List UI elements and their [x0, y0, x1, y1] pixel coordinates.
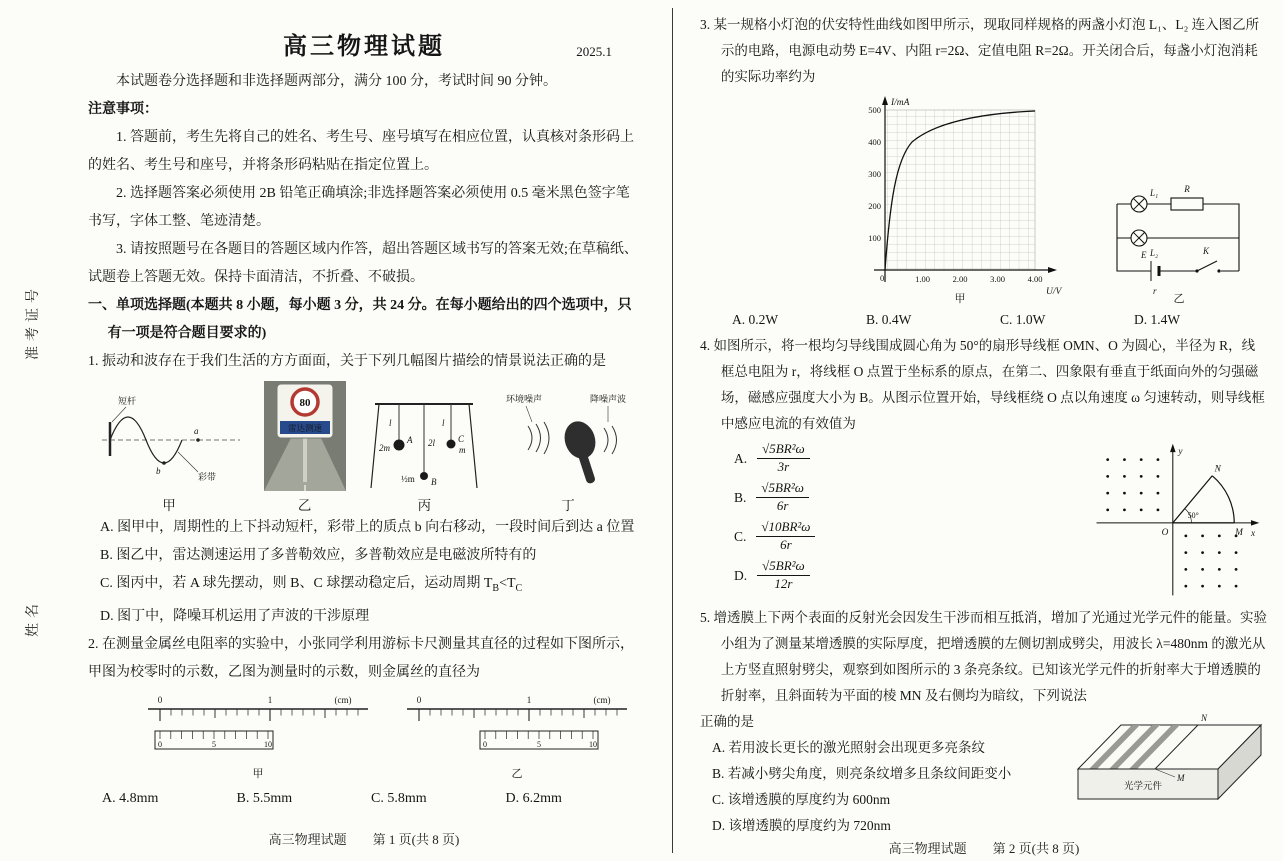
- radar-speed-sign-photo: [263, 380, 347, 492]
- angle-label: 50°: [1187, 511, 1199, 521]
- optical-element-label: 光学元件: [1123, 782, 1163, 792]
- point-a: [196, 438, 200, 442]
- graph-caption: 甲: [954, 293, 966, 304]
- y-axis-arrow: [882, 96, 888, 105]
- emf-label: E: [1141, 250, 1147, 260]
- q4-body: [700, 439, 1268, 603]
- point-b-label: b: [156, 466, 161, 476]
- ball-c-label: C: [458, 434, 465, 444]
- q4-stem: 4. 如图所示，将一根均匀导线围成圆心角为 50°的扇形导线框 OMN、O 为圆心，半径为 R，线框总电阻为 r，将线框 O 点置于坐标系的原点，在第二、四象限有垂直于纸面向外的匀强磁场，磁感应强度大小为 B。从图示位置开始，导线框绕 O 点以角速度 ω 匀速转动，则导线框中感应电流的有效值为: [700, 338, 1265, 431]
- q1-option-b: B. 图乙中，雷达测速运用了多普勒效应，多普勒效应是电磁波所特有的: [100, 548, 537, 563]
- internal-resistance-label: r: [1153, 286, 1157, 296]
- q2-option-c: C. 5.8mm: [371, 790, 427, 806]
- section-heading: 一、单项选择题(本题共 8 小题，每小题 3 分，共 24 分。在每小题给出的四个选项中，只有一项是符合题目要求的): [88, 298, 632, 341]
- point-a-label: a: [194, 426, 199, 436]
- sector-arc: [1212, 476, 1234, 523]
- notice-title: 注意事项：: [88, 102, 158, 117]
- xtick-1: 1.00: [915, 274, 930, 284]
- q1-option-c-text: C. 图丙中，若 A 球先摆动，则 B、C 球摆动稳定后，运动周期 T: [100, 576, 493, 591]
- intro-paragraph: 本试题卷分选择题和非选择题两部分，满分 100 分，考试时间 90 分钟。: [116, 74, 557, 89]
- exam-number-label: 准考证号: [26, 284, 41, 360]
- page-1: [88, 18, 640, 850]
- vernier-5: 5: [537, 739, 541, 749]
- q5-option-a: A. 若用波长更长的激光照射会出现更多亮条纹: [712, 740, 985, 755]
- switch-lever: [1197, 261, 1217, 271]
- noise-cancelling-diagram: [502, 388, 634, 492]
- point-m-label: M: [1177, 773, 1185, 783]
- main-scale-0: 0: [157, 694, 163, 705]
- notice-item-2: 2. 选择题答案必须使用 2B 铅笔正确填涂;非选择题答案必须使用 0.5 毫米黑色签字笔书写，字体工整、笔迹清楚。: [88, 186, 630, 229]
- sector-coil-figure: [1088, 441, 1266, 601]
- page-2: [700, 12, 1268, 856]
- q1-figure-pendulums-caption: 丙: [417, 498, 432, 513]
- q3-figures: [700, 92, 1268, 304]
- q4-option-c-numerator: √10BR²ω: [756, 520, 815, 537]
- resistor-r: [1171, 198, 1203, 210]
- page-divider: [672, 8, 673, 853]
- ball-a-label: A: [407, 435, 413, 445]
- q1-option-a: A. 图甲中，周期性的上下抖动短杆，彩带上的质点 b 向右移动，一段时间后到达 a 位置: [100, 520, 635, 535]
- main-scale-0: 0: [416, 694, 422, 705]
- graph-x-label: U/V: [1046, 287, 1062, 297]
- notice-item-3: 3. 请按照题号在各题目的答题区域内作答，超出答题区域书写的答案无效;在草稿纸、试题卷上答题无效。保持卡面清洁，不折叠、不破损。: [88, 242, 638, 285]
- caliper-caption: 乙: [511, 767, 523, 780]
- q1-figure-sign: [263, 380, 347, 514]
- mass-m-label: m: [459, 445, 466, 455]
- q2-figures: [88, 691, 640, 783]
- q1-figure-wave-caption: 甲: [162, 498, 176, 513]
- vernier-5: 5: [212, 739, 216, 749]
- q2-option-b: B. 5.5mm: [236, 790, 293, 806]
- x-axis-label: x: [1250, 528, 1256, 539]
- q4-option-b-denominator: 6r: [776, 498, 789, 513]
- name-label: 姓名: [26, 599, 41, 637]
- cm-unit-label: (cm): [334, 694, 352, 705]
- mass-half-label: ½m: [401, 474, 416, 484]
- q3-option-c: C. 1.0W: [1000, 312, 1046, 327]
- switch-label: K: [1203, 246, 1210, 256]
- circuit-caption: 乙: [1173, 293, 1185, 304]
- xtick-4: 4.00: [1027, 274, 1043, 284]
- q4-option-d-label: D.: [734, 567, 748, 583]
- ytick-100: 100: [868, 233, 881, 243]
- q5-block: [700, 605, 1268, 839]
- length-l2-label: l: [442, 418, 445, 428]
- ambient-noise-label: 环境噪声: [505, 394, 542, 404]
- q3-options: [700, 306, 1268, 333]
- q1-figure-headphone: [502, 388, 634, 514]
- wave-diagram: [94, 388, 244, 492]
- point-n-label: N: [1201, 713, 1208, 723]
- field-dots-fourth-quadrant: [1184, 534, 1237, 587]
- q2-options: [88, 785, 640, 813]
- point-b: [162, 461, 166, 465]
- page1-footer: 高三物理试题 第 1 页(共 8 页): [268, 832, 460, 847]
- circuit-diagram: [1099, 176, 1264, 304]
- vernier-0: 0: [158, 739, 162, 749]
- vernier-10: 10: [589, 739, 597, 749]
- anti-noise-label: 降噪声波: [589, 394, 626, 404]
- radar-plate-text: 雷达测速: [287, 423, 322, 433]
- pendulum-diagram: [365, 388, 483, 492]
- grid-area: [885, 110, 1035, 270]
- q4-option-c-denominator: 6r: [780, 537, 792, 552]
- mass-2m-label: 2m: [379, 443, 391, 453]
- q5-stem: 5. 增透膜上下两个表面的反射光会因发生干涉而相互抵消，增加了光通过光学元件的能量。实验小组为了测量某增透膜的实际厚度，把增透膜的左侧切割成劈尖，用波长 λ=480nm 的激光从上方竖直照射劈尖，观察到如图所示的 3 条亮条纹。已知该光学元件的折射率大于增透膜的折射率，且斜面转为平面的棱 MN 及右侧均为暗纹，下列说法: [700, 610, 1267, 703]
- x-axis-arrow: [1048, 267, 1057, 273]
- title-row: [88, 18, 640, 64]
- vernier-0: 0: [483, 739, 487, 749]
- q1-option-c-mid: <T: [499, 576, 516, 591]
- y-axis-label: y: [1178, 447, 1183, 458]
- xtick-2: 2.00: [952, 274, 968, 284]
- q5-option-b: B. 若减小劈尖角度，则亮条纹增多且条纹间距变小: [712, 766, 1012, 781]
- resistor-label: R: [1184, 184, 1190, 194]
- ball-c: [447, 440, 456, 449]
- graph-y-label: I/mA: [891, 98, 910, 108]
- ytick-500: 500: [868, 105, 881, 115]
- sign-pole: [303, 438, 307, 482]
- ytick-400: 400: [868, 137, 881, 147]
- q3-option-a: A. 0.2W: [732, 312, 779, 327]
- q5-stem-tail: 正确的是: [700, 714, 754, 729]
- q1-option-c: [100, 570, 640, 603]
- ball-b-label: B: [431, 477, 437, 487]
- origin-label: 0: [880, 273, 885, 283]
- vernier-caliper-zero: [140, 691, 375, 783]
- ball-b: [420, 472, 428, 480]
- q4-option-d-numerator: √5BR²ω: [757, 559, 810, 576]
- exam-date: 2025.1: [576, 44, 612, 59]
- q4-option-b-label: B.: [734, 489, 747, 505]
- q2-option-a: A. 4.8mm: [102, 790, 159, 806]
- ytick-200: 200: [868, 201, 881, 211]
- q1-options: [88, 514, 640, 631]
- main-scale-1: 1: [526, 694, 532, 705]
- xtick-3: 3.00: [990, 274, 1005, 284]
- lamp-l1-label: L₁: [1150, 188, 1159, 198]
- vernier-10: 10: [264, 739, 272, 749]
- q1-figure-wave: [94, 388, 244, 514]
- speed-limit-value: 80: [299, 397, 311, 409]
- wedge-film-figure: [1063, 711, 1268, 833]
- q4-option-b-numerator: √5BR²ω: [756, 481, 809, 498]
- earbud-stem: [577, 449, 596, 484]
- q1-figures: [88, 376, 640, 514]
- q4-option-a-denominator: 3r: [777, 459, 790, 474]
- q3-option-b: B. 0.4W: [866, 312, 912, 327]
- q4-option-a-numerator: √5BR²ω: [757, 442, 810, 459]
- length-l-label: l: [389, 418, 392, 428]
- iv-characteristic-graph: [850, 92, 1065, 304]
- q1-option-c-sub-b: B: [492, 582, 500, 594]
- q1-figure-pendulums: [365, 388, 483, 514]
- vernier-caliper-measure: [399, 691, 634, 783]
- q4-option-c-label: C.: [734, 528, 747, 544]
- ytick-300: 300: [868, 169, 881, 179]
- wires: [1117, 204, 1239, 271]
- origin-label: O: [1161, 527, 1169, 538]
- ball-a: [394, 440, 405, 451]
- q1-figure-headphone-caption: 丁: [561, 498, 575, 513]
- field-dots-second-quadrant: [1106, 458, 1159, 511]
- length-2l-label: 2l: [428, 438, 436, 448]
- notice-item-1: 1. 答题前，考生先将自己的姓名、考生号、座号填写在相应位置，认真核对条形码上的姓名、考生号和座号，并将条形码粘贴在指定位置上。: [88, 130, 634, 173]
- q1-figure-sign-caption: 乙: [297, 498, 312, 513]
- q5-option-d: D. 该增透膜的厚度约为 720nm: [712, 818, 891, 833]
- cm-unit-label: (cm): [593, 694, 611, 705]
- q3-stem: 3. 某一规格小灯泡的伏安特性曲线如图甲所示，现取同样规格的两盏小灯泡 L₁、L₂ 连入图乙所示的电路，电源电动势 E=4V、内阻 r=2Ω、定值电阻 R=2Ω。开关闭合后，每盏小灯泡消耗的实际功率约为: [700, 17, 1260, 84]
- q2-option-d: D. 6.2mm: [505, 790, 562, 806]
- caliper-caption: 甲: [252, 767, 264, 780]
- rod-label: 短杆: [118, 396, 137, 406]
- q5-option-c: C. 该增透膜的厚度约为 600nm: [712, 792, 891, 807]
- page-title: 高三物理试题: [283, 34, 445, 60]
- q1-stem: 1. 振动和波存在于我们生活的方方面面，关于下列几幅图片描绘的情景说法正确的是: [88, 354, 606, 369]
- page2-footer: 高三物理试题 第 2 页(共 8 页): [888, 841, 1080, 856]
- lamp-l2-label: L₂: [1150, 248, 1159, 258]
- q3-option-d: D. 1.4W: [1134, 312, 1181, 327]
- point-m-label: M: [1235, 527, 1243, 538]
- q2-stem: 2. 在测量金属丝电阻率的实验中，小张同学利用游标卡尺测量其直径的过程如下图所示，甲图为校零时的示数，乙图为测量时的示数，则金属丝的直径为: [88, 636, 634, 680]
- q1-option-c-sub-c: C: [515, 582, 523, 594]
- q4-option-d-denominator: 12r: [774, 576, 793, 591]
- main-scale-1: 1: [267, 694, 273, 705]
- point-n-label: N: [1214, 464, 1221, 475]
- q1-option-d: D. 图丁中，降噪耳机运用了声波的干涉原理: [100, 608, 370, 624]
- ribbon-label: 彩带: [198, 472, 217, 482]
- q4-option-a-label: A.: [734, 450, 748, 466]
